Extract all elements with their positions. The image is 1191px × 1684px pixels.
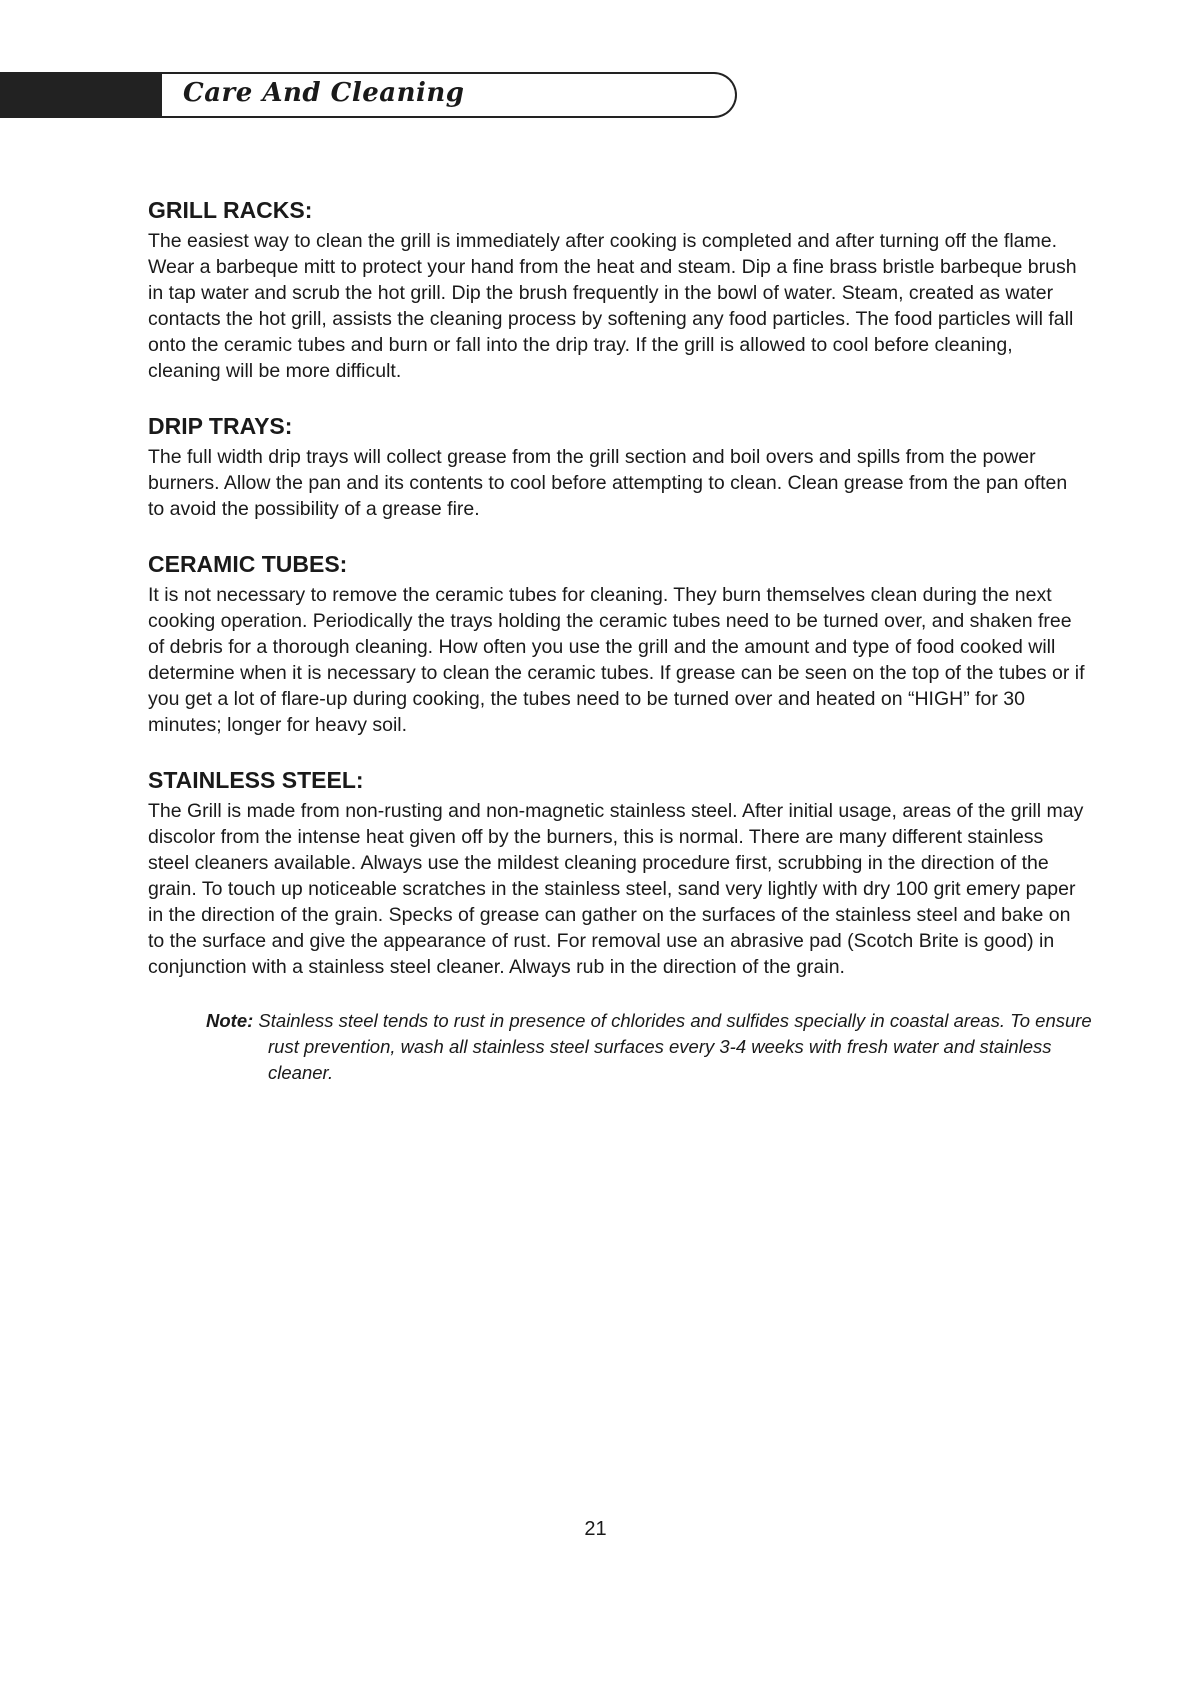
note-block: [206, 1008, 1106, 1086]
header-band: [0, 72, 170, 118]
page-number: 21: [584, 1518, 607, 1540]
section-body: The full width drip trays will collect grease from the grill section and boil overs and spills from the power burners. Allow the pan and its contents to cool before attempting to clean. Clean grease from the pan often to avoid the possibility of a grease fire.: [148, 446, 1068, 520]
section-heading: DRIP TRAYS:: [148, 413, 293, 439]
main-content: [148, 196, 1092, 1086]
section-ceramic-tubes: [148, 550, 1088, 738]
note-text: Stainless steel tends to rust in presence of chlorides and sulfides specially in coastal areas. To ensure rust prevention, wash all stainless steel surfaces every 3-4 weeks with fresh water and stainless cleaner.: [258, 1010, 1092, 1083]
section-grill-racks: [148, 196, 1088, 384]
section-body: The easiest way to clean the grill is immediately after cooking is completed and after turning off the flame. Wear a barbeque mitt to protect your hand from the heat and steam. Dip a fine brass bristle barbeque brush in tap water and scrub the hot grill. Dip the brush frequently in the bowl of water. Steam, created as water contacts the hot grill, assists the cleaning process by softening any food particles. The food particles will fall onto the ceramic tubes and burn or fall into the drip tray. If the grill is allowed to cool before cleaning, cleaning will be more difficult.: [148, 230, 1077, 382]
section-stainless-steel: [148, 766, 1088, 980]
note-label: Note:: [206, 1010, 254, 1031]
page-title: Care And Cleaning: [183, 78, 465, 108]
section-heading: CERAMIC TUBES:: [148, 551, 348, 577]
section-heading: GRILL RACKS:: [148, 197, 313, 223]
section-heading: STAINLESS STEEL:: [148, 767, 364, 793]
section-body: The Grill is made from non-rusting and non-magnetic stainless steel. After initial usage, areas of the grill may discolor from the intense heat given off by the burners, this is normal. There are many different stainless steel cleaners available. Always use the mildest cleaning procedure first, scrubbing in the direction of the grain. To touch up noticeable scratches in the stainless steel, sand very lightly with dry 100 grit emery paper in the direction of the grain. Specks of grease can gather on the surfaces of the stainless steel and bake on to the surface and give the appearance of rust. For removal use an abrasive pad (Scotch Brite is good) in conjunction with a stainless steel cleaner. Always rub in the direction of the grain.: [148, 800, 1084, 978]
section-body: It is not necessary to remove the ceramic tubes for cleaning. They burn themselves clean during the next cooking operation. Periodically the trays holding the ceramic tubes need to be turned over, and shaken free of debris for a thorough cleaning. How often you use the grill and the amount and type of food cooked will determine when it is necessary to clean the ceramic tubes. If grease can be seen on the top of the tubes or if you get a lot of flare-up during cooking, the tubes need to be turned over and heated on “HIGH” for 30 minutes; longer for heavy soil.: [148, 584, 1085, 736]
section-drip-trays: [148, 412, 1088, 522]
